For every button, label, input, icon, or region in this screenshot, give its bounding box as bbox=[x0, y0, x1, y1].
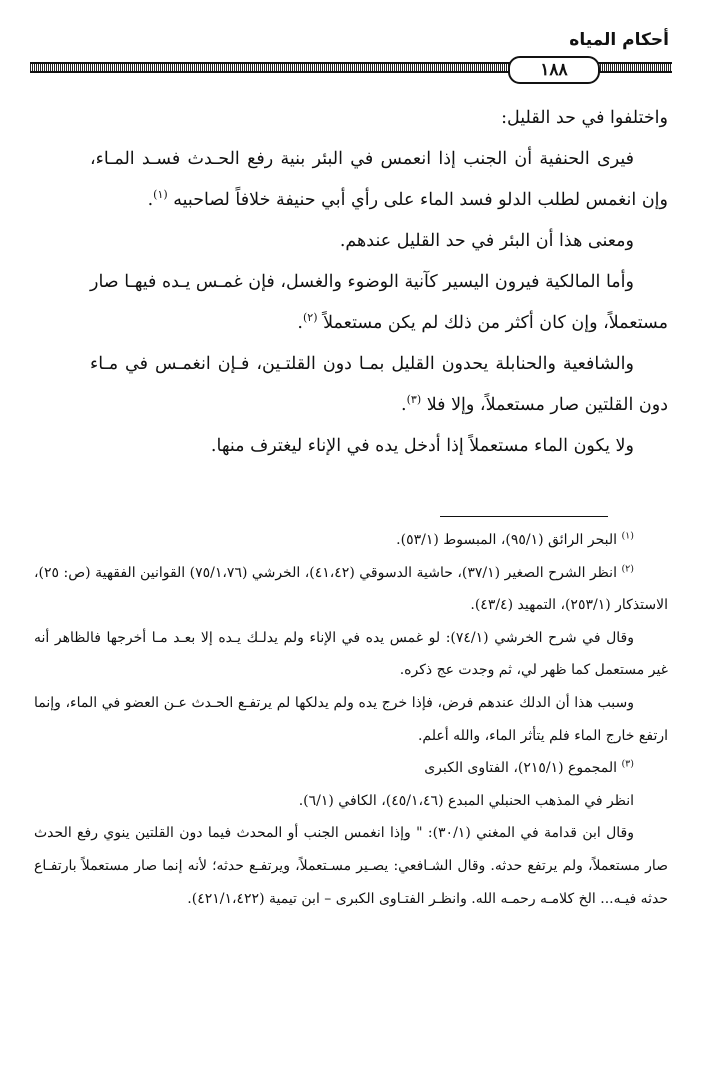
running-title: أحكام المياه bbox=[569, 30, 669, 50]
footnote-separator bbox=[440, 516, 608, 517]
footnote-1: $^{(١)}$ البحر الرائق (٩٥/١)، المبسوط (٥٣/١). bbox=[396, 530, 634, 548]
paragraph-1: واختلفوا في حد القليل: bbox=[501, 108, 668, 128]
paragraph-5: والشافعية والحنابلة يحدون القليل بمـا دون القلتـين، فـإن انغمـس في مـاء دون القلتين صار مستعملاً، وإلا فلا $^{(٣)}$. bbox=[90, 354, 668, 415]
paragraph-2: فيرى الحنفية أن الجنب إذا انعمس في البئر بنية رفع الحـدث فسـد المـاء، وإن انغمس لطلب الدلو فسد الماء على رأي أبي حنيفة خلافاً لصاحبيه $^{(١)}$. bbox=[90, 149, 668, 210]
footnote-mark-2: (٢) bbox=[621, 562, 634, 574]
footnote-3-quote: وقال ابن قدامة في المغني (٣٠/١): " وإذا انغمس الجنب أو المحدث فيما دون القلتين ينوي رفع الحدث صار مستعملاً، ولم يرتفع حدثه. وقال الشـافعي: يصـير مسـتعملاً، ويرتفـع حدثه؛ لأنه إنما صار مستعملاً بارتفـاع حدثه فيـه... الخ كلامـه رحمـه الله. وانظـر الفتـاوى الكبرى – ابن تيمية (٤٢١/١،٤٢٢). bbox=[34, 825, 668, 907]
paragraph-4: وأما المالكية فيرون اليسير كآنية الوضوء والغسل، فإن غمـس يـده فيهـا صار مستعملاً، وإن كان أكثر من ذلك لم يكن مستعملاً $^{(٢)}$. bbox=[90, 272, 668, 333]
footnote-2-reason: وسبب هذا أن الدلك عندهم فرض، فإذا خرج يده ولم يدلكها لم يرتفـع الحـدث عـن العضو في الماء، وإنما ارتفع خارج الماء فلم يتأثر الماء، والله أعلم. bbox=[34, 694, 668, 744]
footnote-ref-1[interactable]: (١) bbox=[153, 188, 168, 202]
footnote-3: $^{(٣)}$ المجموع (٢١٥/١)، الفتاوى الكبرى bbox=[424, 758, 634, 777]
paragraph-3: ومعنى هذا أن البئر في حد القليل عندهم. bbox=[339, 231, 634, 251]
main-text bbox=[90, 98, 668, 467]
footnote-ref-3[interactable]: (٣) bbox=[406, 393, 422, 407]
footnote-2: $^{(٢)}$ انظر الشرح الصغير (٣٧/١)، حاشية الدسوقي (٤١،٤٢)، الخرشي (٧٥/١،٧٦) القوانين الفقهية (ص: ٢٥)، الاستذكار (٢٥٣/١)، التمهيد (٤٣/٤). bbox=[34, 562, 668, 614]
footnotes bbox=[34, 524, 668, 915]
footnote-3-hanbali: انظر في المذهب الحنبلي المبدع (٤٥/١،٤٦)، الكافي (٦/١). bbox=[298, 792, 634, 809]
paragraph-6: ولا يكون الماء مستعملاً إذا أدخل يده في الإناء ليغترف منها. bbox=[210, 436, 634, 456]
footnote-2-note: وقال في شرح الخرشي (٧٤/١): لو غمس يده في الإناء ولم يدلـك يـده إلا بعـد مـا أخرجها فالظاهر أنه غير مستعمل كما ظهر لي، ثم وجدت عج ذكره. bbox=[34, 629, 668, 679]
footnote-mark-1: (١) bbox=[621, 530, 634, 542]
footnote-ref-2[interactable]: (٢) bbox=[303, 311, 318, 325]
footnote-mark-3: (٣) bbox=[621, 758, 634, 770]
page-number: ١٨٨ bbox=[508, 56, 600, 84]
